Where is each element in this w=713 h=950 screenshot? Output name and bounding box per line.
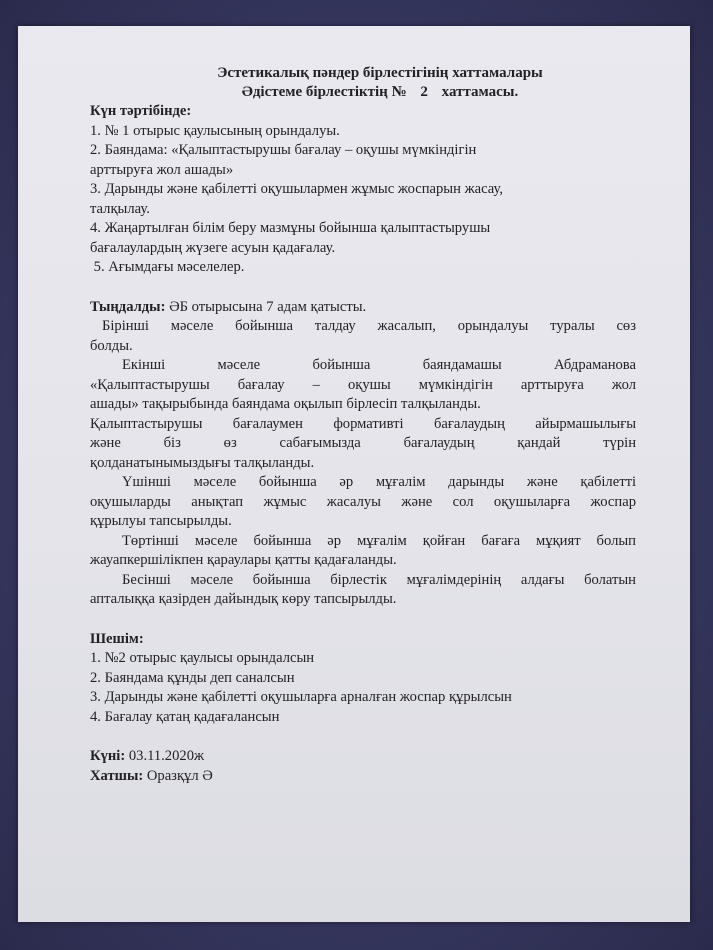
listened-line: жауапкершілікпен қараулары қатты қадағаланды. <box>90 552 397 568</box>
listened-line: Бесінші мәселе бойынша бірлестік мұғалімдерінің алдағы болатын <box>122 571 636 588</box>
decision-section <box>90 630 636 728</box>
listened-line: болды. <box>90 337 133 354</box>
title-line-2 <box>124 83 636 102</box>
listened-intro: ӘБ отырысына 7 адам қатысты. <box>169 298 367 315</box>
footer-section <box>90 747 636 786</box>
listened-section <box>90 298 636 610</box>
listened-line: Екінші мәселе бойынша баяндамашы Абдраманова <box>122 357 636 373</box>
secretary-label: Хатшы: <box>90 767 144 784</box>
decision-item: 4. Бағалау қатаң қадағалансын <box>90 708 280 725</box>
listened-intro-line <box>90 298 636 318</box>
decision-heading: Шешім: <box>90 630 144 647</box>
agenda-item: 4. Жаңартылған білім беру мазмұны бойынша қалыптастырушы <box>90 220 491 236</box>
agenda-item: 5. Ағымдағы мәселелер. <box>90 259 245 275</box>
listened-label: Тыңдалды: <box>90 298 166 315</box>
document-title <box>90 64 636 102</box>
agenda-item: 3. Дарынды және қабілетті оқушылармен жұмыс жоспарын жасау, <box>90 181 503 197</box>
listened-line: және біз өз сабағымызда бағалаудың қандай түрін <box>90 435 636 451</box>
secretary-value: Оразқұл Ә <box>146 767 213 784</box>
document-content <box>90 64 636 786</box>
listened-line: «Қалыптастырушы бағалау – оқушы мүмкіндігін арттыруға жол <box>90 376 636 393</box>
title-line-2-suffix: хаттамасы. <box>441 84 519 100</box>
agenda-section <box>90 102 636 278</box>
agenda-item: бағалаулардың жүзеге асуын қадағалау. <box>90 239 336 256</box>
listened-line: Бірінші мәселе бойынша талдау жасалып, орындалуы туралы сөз <box>102 318 636 334</box>
agenda-heading: Күн тәртібінде: <box>90 103 192 119</box>
date-label: Күні: <box>90 748 126 764</box>
protocol-number: 2 <box>420 84 428 100</box>
listened-line: Үшінші мәселе бойынша әр мұғалім дарынды және қабілетті <box>122 474 636 490</box>
document-page <box>18 26 690 922</box>
listened-line: оқушыларды анықтап жұмыс жасалуы және сол оқушыларға жоспар <box>90 493 636 510</box>
date-line <box>90 747 636 767</box>
agenda-item: талқылау. <box>90 200 150 217</box>
decision-item: 3. Дарынды және қабілетті оқушыларға арналған жоспар құрылсын <box>90 689 512 705</box>
listened-line: құрылуы тапсырылды. <box>90 513 232 529</box>
secretary-line <box>90 767 636 787</box>
date-value: 03.11.2020ж <box>128 748 205 764</box>
decision-item: 1. №2 отырыс қаулысы орындалсын <box>90 650 315 666</box>
agenda-item: 1. № 1 отырыс қаулысының орындалуы. <box>90 122 340 139</box>
listened-line: қолданатынымыздығы талқыланды. <box>90 454 315 471</box>
title-line-1: Эстетикалық пәндер бірлестігінің хаттамалары <box>217 65 543 81</box>
listened-line: ашады» тақырыбында баяндама оқылып бірлесіп талқыланды. <box>90 396 481 412</box>
listened-line: апталыққа қазірден дайындық көру тапсырылды. <box>90 591 397 607</box>
listened-line: Төртінші мәселе бойынша әр мұғалім қойған бағаға мұқият болып <box>122 532 636 549</box>
title-line-2-prefix: Әдістеме бірлестіктің № <box>241 84 407 100</box>
agenda-item: арттыруға жол ашады» <box>90 161 234 178</box>
agenda-item: 2. Баяндама: «Қалыптастырушы бағалау – оқушы мүмкіндігін <box>90 142 477 158</box>
listened-line: Қалыптастырушы бағалаумен формативті бағалаудың айырмашылығы <box>90 415 636 432</box>
decision-item: 2. Баяндама құнды деп саналсын <box>90 669 295 686</box>
